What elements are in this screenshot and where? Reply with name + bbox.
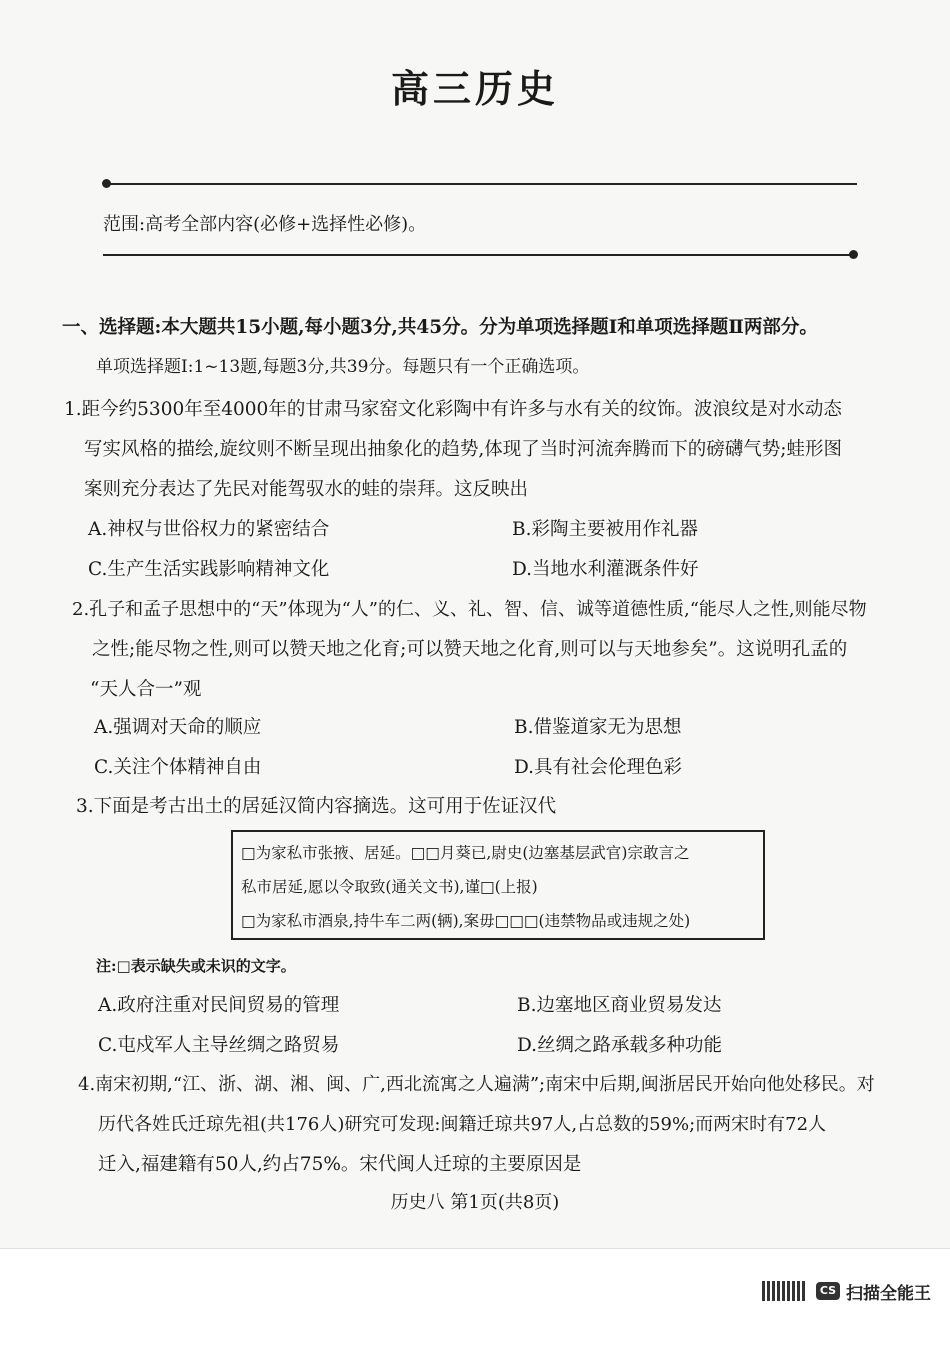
- q1-line-2: 写实风格的描绘,旋纹则不断呈现出抽象化的趋势,体现了当时河流奔腾而下的磅礴气势;蛙形图: [84, 439, 842, 460]
- excerpt-line-1: □为家私市张掖、居延。□□月葵已,尉史(边塞基层武官)宗敢言之: [241, 844, 690, 862]
- qr-code-icon: [762, 1281, 806, 1301]
- q3-option-c[interactable]: C.屯戍军人主导丝绸之路贸易: [98, 1035, 340, 1056]
- top-rule-dot: [102, 179, 111, 188]
- scan-edge: [0, 1248, 950, 1249]
- camscanner-logo: CS: [816, 1282, 840, 1300]
- q1-line-3: 案则充分表达了先民对能驾驭水的蛙的崇拜。这反映出: [84, 479, 529, 500]
- q3-option-b[interactable]: B.边塞地区商业贸易发达: [517, 995, 722, 1016]
- q2-option-d[interactable]: D.具有社会伦理色彩: [514, 757, 683, 778]
- excerpt-line-2: 私市居延,愿以令取致(通关文书),谨□(上报): [241, 878, 538, 896]
- q1-option-a[interactable]: A.神权与世俗权力的紧密结合: [88, 519, 330, 540]
- bottom-rule: [103, 254, 853, 256]
- section-heading: 一、选择题:本大题共15小题,每小题3分,共45分。分为单项选择题Ⅰ和单项选择题Ⅱ两部分。: [62, 317, 818, 338]
- q1-option-b[interactable]: B.彩陶主要被用作礼器: [512, 519, 698, 540]
- q4-line-2: 历代各姓氏迁琼先祖(共176人)研究可发现:闽籍迁琼共97人,占总数的59%;而两宋时有72人: [98, 1114, 827, 1135]
- page-title: 高三历史: [390, 66, 559, 111]
- excerpt-note: 注:□表示缺失或未识的文字。: [96, 957, 296, 975]
- q2-option-a[interactable]: A.强调对天命的顺应: [94, 717, 262, 738]
- exam-scope: 范围:高考全部内容(必修+选择性必修)。: [103, 214, 427, 235]
- han-slips-excerpt-box: [231, 830, 765, 940]
- q3-option-d[interactable]: D.丝绸之路承载多种功能: [517, 1035, 723, 1056]
- q2-option-b[interactable]: B.借鉴道家无为思想: [514, 717, 682, 738]
- q2-line-2: 之性;能尽物之性,则可以赞天地之化育;可以赞天地之化育,则可以与天地参矣”。这说明孔孟的: [92, 639, 848, 660]
- q2-line-1: 2.孔子和孟子思想中的“天”体现为“人”的仁、义、礼、智、信、诚等道德性质,“能尽人之性,则能尽物: [72, 599, 867, 620]
- q3-line-1: 3.下面是考古出土的居延汉简内容摘选。这可用于佐证汉代: [76, 796, 557, 817]
- q2-line-3: “天人合一”观: [90, 679, 202, 700]
- q3-option-a[interactable]: A.政府注重对民间贸易的管理: [98, 995, 340, 1016]
- q1-option-d[interactable]: D.当地水利灌溉条件好: [512, 559, 699, 580]
- q4-line-1: 4.南宋初期,“江、浙、湖、湘、闽、广,西北流寓之人遍满”;南宋中后期,闽浙居民开始向他处移民。对: [78, 1074, 875, 1095]
- camscanner-watermark: 扫描全能王: [846, 1284, 931, 1301]
- page-footer: 历史八 第1页(共8页): [390, 1192, 560, 1213]
- excerpt-line-3: □为家私市酒泉,持牛车二两(辆),案毋□□□(违禁物品或违规之处): [241, 912, 691, 930]
- bottom-rule-dot: [849, 250, 858, 259]
- section-subheading: 单项选择题Ⅰ:1~13题,每题3分,共39分。每题只有一个正确选项。: [96, 357, 590, 377]
- q2-option-c[interactable]: C.关注个体精神自由: [94, 757, 262, 778]
- top-rule: [105, 183, 857, 185]
- q1-line-1: 1.距今约5300年至4000年的甘肃马家窑文化彩陶中有许多与水有关的纹饰。波浪纹是对水动态: [64, 399, 842, 420]
- q4-line-3: 迁入,福建籍有50人,约占75%。宋代闽人迁琼的主要原因是: [98, 1154, 582, 1175]
- q1-option-c[interactable]: C.生产生活实践影响精神文化: [88, 559, 330, 580]
